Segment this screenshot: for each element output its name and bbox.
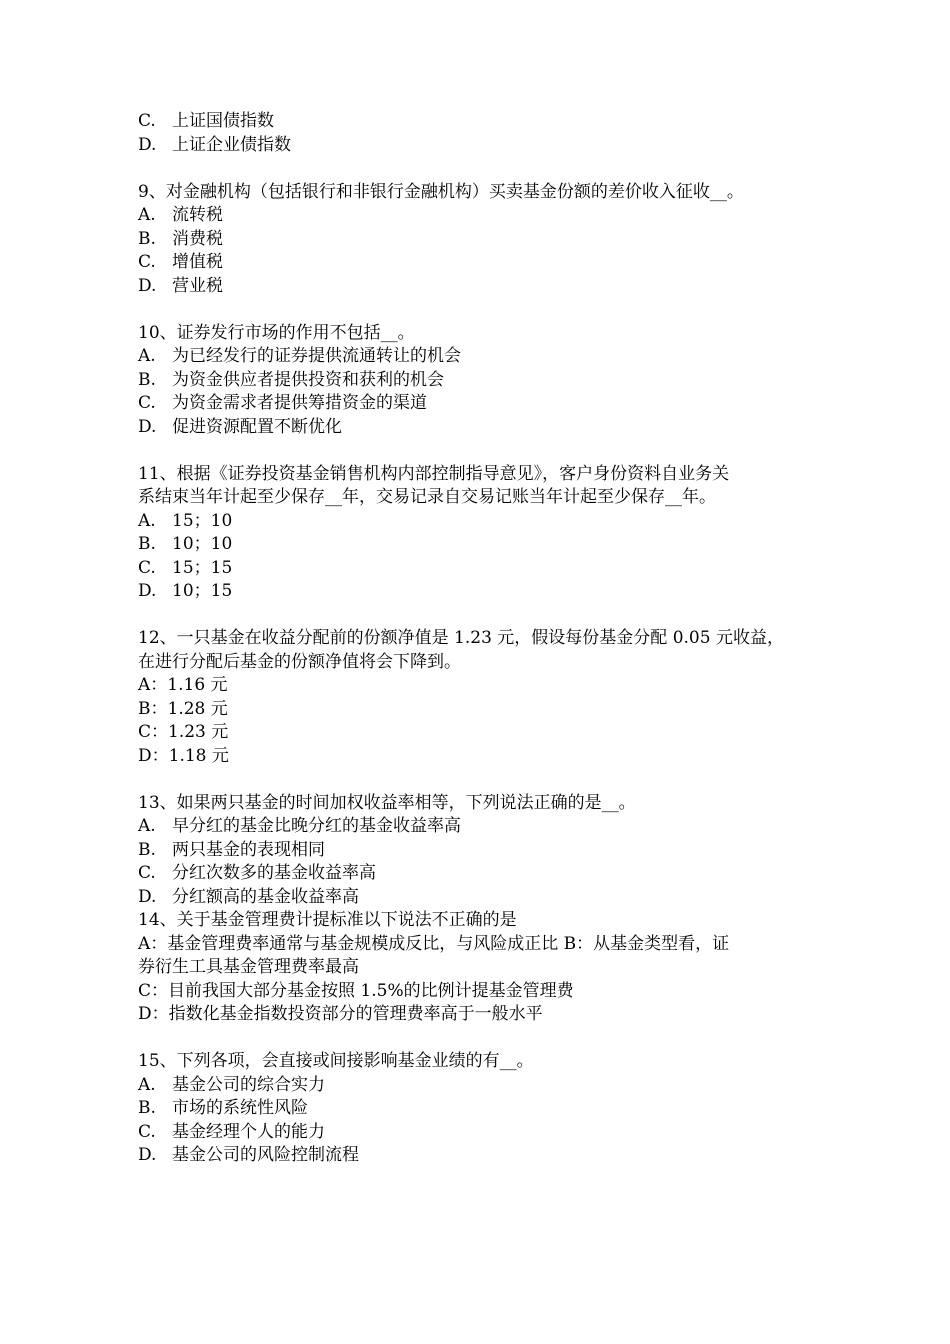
option-letter: B. (138, 369, 156, 390)
option-text: 基金经理个人的能力 (172, 1121, 325, 1142)
option-letter: D： (138, 745, 169, 766)
question-text: C：目前我国大部分基金按照 1.5%的比例计提基金管理费 (138, 980, 574, 1001)
option-text: 15；15 (172, 557, 233, 578)
option-text: 1.23 元 (168, 722, 229, 742)
option-letter: A. (138, 816, 156, 836)
answer-option (138, 886, 828, 910)
option-text: 流转税 (172, 205, 223, 225)
option-text: 分红次数多的基金收益率高 (172, 863, 376, 883)
answer-option (138, 1121, 828, 1145)
question-text: A：基金管理费率通常与基金规模成反比，与风险成正比 B：从基金类型看，证 (138, 933, 730, 954)
option-text: 为资金供应者提供投资和获利的机会 (172, 369, 444, 390)
option-letter: D. (138, 886, 157, 907)
question-text: 9、对金融机构（包括银行和非银行金融机构）买卖基金份额的差价收入征收__。 (138, 181, 744, 202)
answer-option (138, 1074, 828, 1098)
option-letter: A. (138, 510, 156, 531)
question-text: 15、下列各项，会直接或间接影响基金业绩的有__。 (138, 1051, 534, 1071)
block-spacer (138, 1027, 828, 1051)
answer-option (138, 345, 828, 369)
question-text: 券衍生工具基金管理费率最高 (138, 957, 359, 977)
answer-option (138, 557, 828, 581)
option-letter: C. (138, 557, 156, 578)
answer-option (138, 580, 828, 604)
option-letter: C. (138, 863, 156, 883)
option-letter: B. (138, 534, 156, 554)
option-text: 10；10 (172, 534, 233, 554)
option-letter: C. (138, 393, 156, 413)
answer-option (138, 745, 828, 769)
option-text: 1.18 元 (168, 745, 229, 766)
option-letter: B. (138, 839, 156, 860)
option-letter: C. (138, 111, 156, 131)
option-text: 为已经发行的证券提供流通转让的机会 (172, 346, 461, 366)
question-text: 11、根据《证券投资基金销售机构内部控制指导意见》，客户身份资料自业务关 (138, 463, 730, 484)
block-spacer (138, 157, 828, 181)
option-text: 1.16 元 (167, 675, 228, 695)
option-text: 两只基金的表现相同 (172, 839, 325, 860)
option-letter: C. (138, 1121, 156, 1142)
option-letter: C： (138, 722, 169, 742)
answer-option (138, 228, 828, 252)
option-letter: D. (138, 134, 157, 155)
option-text: 为资金需求者提供筹措资金的渠道 (172, 393, 427, 413)
option-letter: D. (138, 581, 157, 601)
option-letter: B. (138, 228, 156, 249)
option-text: 市场的系统性风险 (172, 1098, 308, 1118)
answer-option (138, 134, 828, 158)
option-text: 早分红的基金比晚分红的基金收益率高 (172, 816, 461, 836)
question-text: 系结束当年计起至少保存__年，交易记录自交易记账当年计起至少保存__年。 (138, 487, 716, 507)
answer-option (138, 110, 828, 134)
option-text: 15；10 (172, 510, 233, 531)
option-text: 分红额高的基金收益率高 (172, 886, 359, 907)
question-text: 13、如果两只基金的时间加权收益率相等，下列说法正确的是__。 (138, 792, 636, 813)
block-spacer (138, 439, 828, 463)
question-text: 在进行分配后基金的份额净值将会下降到。 (138, 651, 461, 672)
option-text: 基金公司的风险控制流程 (172, 1145, 359, 1165)
block-spacer (138, 768, 828, 792)
answer-option (138, 698, 828, 722)
answer-option (138, 674, 828, 698)
question-text: 12、一只基金在收益分配前的份额净值是 1.23 元，假设每份基金分配 0.05 元收益， (138, 628, 784, 648)
answer-option (138, 416, 828, 440)
document-page (138, 110, 828, 1168)
answer-option (138, 392, 828, 416)
answer-option (138, 721, 828, 745)
question-text: 10、证券发行市场的作用不包括__。 (138, 322, 415, 343)
block-spacer (138, 298, 828, 322)
answer-option (138, 1097, 828, 1121)
option-text: 1.28 元 (167, 698, 228, 719)
answer-option (138, 251, 828, 275)
answer-option (138, 275, 828, 299)
question-text: 14、关于基金管理费计提标准以下说法不正确的是 (138, 910, 517, 930)
option-letter: B. (138, 1098, 156, 1118)
option-letter: C. (138, 252, 156, 272)
answer-option (138, 369, 828, 393)
option-letter: B： (138, 698, 168, 719)
option-letter: A. (138, 346, 156, 366)
option-text: 上证国债指数 (172, 111, 274, 131)
answer-option (138, 862, 828, 886)
answer-option (138, 1144, 828, 1168)
block-spacer (138, 604, 828, 628)
answer-option (138, 533, 828, 557)
option-text: 增值税 (172, 252, 223, 272)
option-letter: A： (138, 675, 168, 695)
option-letter: D. (138, 275, 157, 296)
option-text: 上证企业债指数 (172, 134, 291, 155)
option-letter: D. (138, 416, 157, 437)
option-letter: A. (138, 1074, 156, 1095)
option-text: 10；15 (172, 581, 233, 601)
option-text: 促进资源配置不断优化 (172, 416, 342, 437)
answer-option (138, 839, 828, 863)
option-letter: D. (138, 1145, 157, 1165)
option-text: 基金公司的综合实力 (172, 1074, 325, 1095)
answer-option (138, 815, 828, 839)
option-text: 消费税 (172, 228, 223, 249)
option-letter: A. (138, 205, 156, 225)
question-text: D：指数化基金指数投资部分的管理费率高于一般水平 (138, 1004, 543, 1024)
answer-option (138, 510, 828, 534)
option-text: 营业税 (172, 275, 223, 296)
answer-option (138, 204, 828, 228)
